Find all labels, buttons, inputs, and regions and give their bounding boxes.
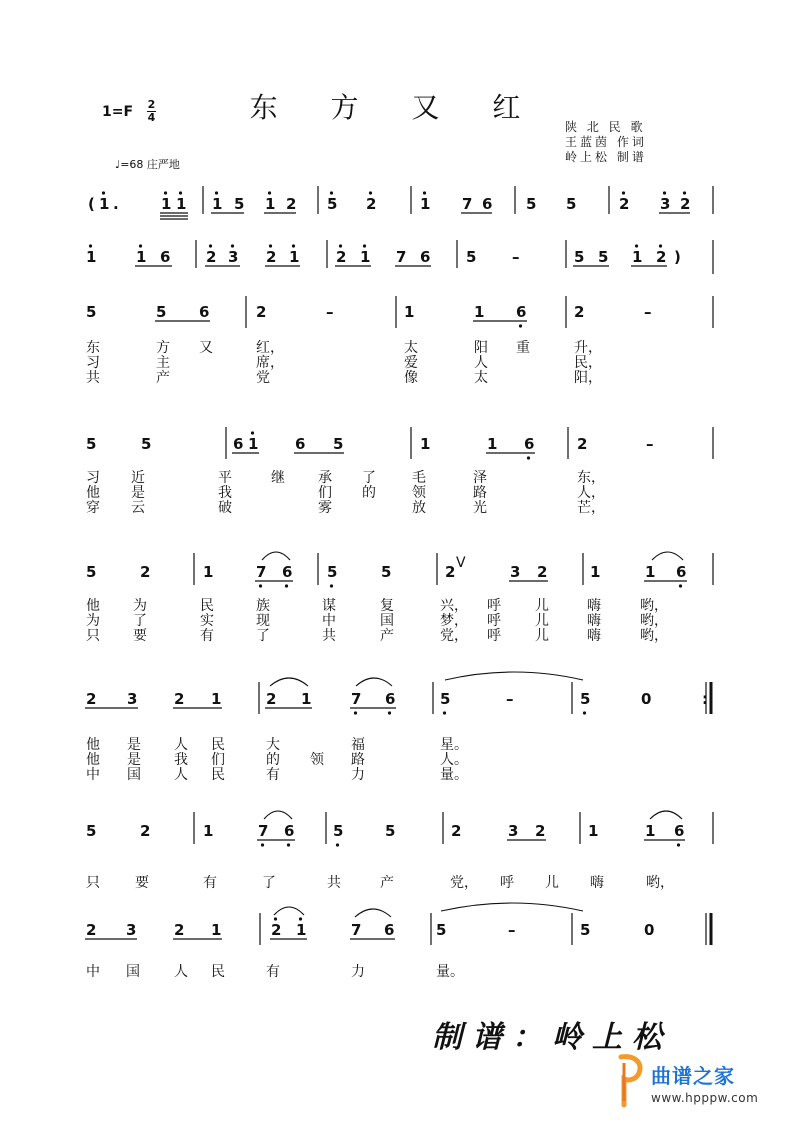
note: 2 (140, 563, 151, 581)
note: 6 (524, 435, 535, 453)
note: 7 (256, 563, 267, 581)
note: 1 (289, 248, 300, 266)
dash: – (326, 303, 334, 321)
lyric: 方 (156, 340, 170, 356)
lyric: 太 (404, 340, 418, 356)
lyric: 光 (473, 500, 487, 516)
slur (356, 678, 392, 686)
note: 1 (420, 195, 431, 213)
note-low-dot (285, 584, 288, 587)
lyric: 呼 (500, 875, 514, 891)
note: 2 (206, 248, 217, 266)
note: 1 (420, 435, 431, 453)
note-low-dot (677, 843, 680, 846)
lyric: 呼 (487, 613, 501, 629)
credit-source: 陕 北 民 歌 (565, 120, 646, 134)
credit-lyricist: 王蓝茵 作词 (565, 135, 647, 149)
slur (652, 552, 683, 560)
note-high-dot (299, 917, 302, 920)
note: 6 (420, 248, 431, 266)
note: 1 (645, 563, 656, 581)
lyric: 了 (262, 875, 276, 891)
lyric: 人， (577, 485, 605, 501)
lyric: 族 (256, 598, 270, 614)
note: 2 (140, 822, 151, 840)
note: 6 (295, 435, 306, 453)
note: 3 (126, 921, 137, 939)
note: 5 (141, 435, 152, 453)
note: 6 (674, 822, 685, 840)
lyric: 放 (412, 500, 426, 516)
note: 3 (228, 248, 239, 266)
note: 6 (160, 248, 171, 266)
lyric: 力 (351, 964, 365, 980)
lyric: 为 (133, 598, 147, 614)
note-high-dot (139, 244, 142, 247)
lyric: 量。 (436, 964, 464, 980)
lyric: 实 (200, 613, 214, 629)
note-low-dot (287, 843, 290, 846)
lyric: 国 (127, 767, 141, 783)
note: 1 (136, 248, 147, 266)
note: 5 (327, 563, 338, 581)
tie (445, 672, 583, 680)
lyric: 要 (135, 875, 149, 891)
lyric: 产 (380, 628, 394, 644)
lyric: 星。 (440, 737, 468, 753)
note: 1 (588, 822, 599, 840)
lyric: 儿 (535, 628, 549, 644)
lyric: 人 (174, 964, 188, 980)
lyric: 平 (218, 470, 232, 486)
lyric: 民 (200, 598, 214, 614)
lyric: 习 (86, 355, 100, 371)
lyric: 梦， (440, 613, 468, 629)
lyric: 有 (266, 767, 280, 783)
lyric: 产 (380, 875, 394, 891)
note: 7 (351, 921, 362, 939)
lyric: 党 (256, 370, 270, 386)
note-low-dot (583, 711, 586, 714)
slur (355, 909, 391, 917)
lyric: 民 (211, 767, 225, 783)
lyric: 他 (86, 737, 100, 753)
lyric: 共 (327, 875, 341, 891)
lyric: 继 (271, 470, 285, 486)
lyric: 了 (362, 470, 376, 486)
lyric: 有 (266, 964, 280, 980)
meter-top: 2 (147, 98, 156, 111)
lyric: 东 (86, 340, 100, 356)
lyric: 为 (86, 613, 100, 629)
lyric: 升， (574, 340, 602, 356)
note: 1 (404, 303, 415, 321)
lyric: 破 (218, 500, 232, 516)
lyric: 哟， (640, 613, 668, 629)
note: 3 (660, 195, 671, 213)
note: 5 (466, 248, 477, 266)
lyric: 领 (412, 485, 426, 501)
lyric: 儿 (535, 613, 549, 629)
note: 1 (360, 248, 371, 266)
paren-close: ) (674, 248, 681, 266)
note: 1 (86, 248, 97, 266)
note: 6 (199, 303, 210, 321)
note-high-dot (339, 244, 342, 247)
note: 2 (86, 921, 97, 939)
credit-arranger: 岭上松 制谱 (565, 150, 647, 164)
note: 1 (176, 195, 187, 213)
note: 5 (580, 690, 591, 708)
note-high-dot (179, 191, 182, 194)
site-logo[interactable] (615, 1053, 785, 1115)
lyric: 人 (174, 737, 188, 753)
note: 5 (436, 921, 447, 939)
lyric: 现 (256, 613, 270, 629)
lyric: 阳， (574, 370, 602, 386)
note: 2 (535, 822, 546, 840)
lyric: 是 (127, 737, 141, 753)
note: 6 (282, 563, 293, 581)
note: 5 (566, 195, 577, 213)
meter-bottom: 4 (147, 111, 156, 124)
lyric: 产 (156, 370, 170, 386)
note: 2 (656, 248, 667, 266)
slur (650, 811, 682, 819)
note-high-dot (269, 244, 272, 247)
lyric: 是 (127, 752, 141, 768)
note: 1 (203, 563, 214, 581)
lyric: 了 (133, 613, 147, 629)
lyric: 儿 (545, 875, 559, 891)
note-low-dot (259, 584, 262, 587)
note: 5 (86, 435, 97, 453)
lyric: 哟， (640, 628, 668, 644)
note: 5 (156, 303, 167, 321)
note-high-dot (231, 244, 234, 247)
note-high-dot (164, 191, 167, 194)
paren-open: ( (88, 195, 95, 213)
note-high-dot (89, 244, 92, 247)
lyric: 国 (126, 964, 140, 980)
note: 5 (580, 921, 591, 939)
lyric: 只 (86, 875, 100, 891)
note-high-dot (369, 191, 372, 194)
lyric: 兴， (440, 598, 468, 614)
lyric: 他 (86, 598, 100, 614)
lyric: 红， (256, 340, 284, 356)
lyric: 量。 (440, 767, 468, 783)
lyric: 了 (256, 628, 270, 644)
note: 2 (577, 435, 588, 453)
lyric: 们 (211, 752, 225, 768)
note-low-dot (336, 843, 339, 846)
note-low-dot (443, 711, 446, 714)
lyric: 共 (86, 370, 100, 386)
slur (262, 552, 290, 560)
note-high-dot (683, 191, 686, 194)
note-high-dot (423, 191, 426, 194)
note: 1 (265, 195, 276, 213)
note: 3 (508, 822, 519, 840)
lyric: 的 (362, 485, 376, 501)
lyric: 复 (380, 598, 394, 614)
site-url[interactable]: www.hpppw.com (651, 1091, 759, 1105)
note: 6 (385, 690, 396, 708)
note: 2 (86, 690, 97, 708)
breath-mark: V (456, 555, 466, 571)
note-high-dot (663, 191, 666, 194)
lyric: 他 (86, 752, 100, 768)
lyric: 习 (86, 470, 100, 486)
note: 7 (258, 822, 269, 840)
lyric: 大 (266, 737, 280, 753)
note: 1 (99, 195, 110, 213)
lyric: 芒， (577, 500, 605, 516)
note-high-dot (622, 191, 625, 194)
note: 2 (174, 690, 185, 708)
lyric: 谋 (322, 598, 336, 614)
note-high-dot (251, 431, 254, 434)
lyric: 东， (577, 470, 605, 486)
note: 2 (336, 248, 347, 266)
lyric: 哟， (640, 598, 668, 614)
note-low-dot (388, 711, 391, 714)
dash: – (508, 921, 516, 939)
note-high-dot (635, 244, 638, 247)
lyric: 我 (218, 485, 232, 501)
note-low-dot (354, 711, 357, 714)
arranger-signature: 制谱：岭上松 (432, 1020, 672, 1055)
note: 1 (487, 435, 498, 453)
tie (441, 903, 583, 911)
lyric: 呼 (487, 628, 501, 644)
lyric: 民 (211, 737, 225, 753)
lyric: 席， (256, 355, 284, 371)
note-high-dot (268, 191, 271, 194)
note: 2 (619, 195, 630, 213)
lyric: 嗨 (587, 628, 601, 644)
note: 1 (212, 195, 223, 213)
note: 6 (233, 435, 244, 453)
key-signature: 1=F (102, 104, 134, 120)
lyric: 的 (266, 752, 280, 768)
lyric: 嗨 (590, 875, 604, 891)
lyric: 只 (86, 628, 100, 644)
note: 1 (296, 921, 307, 939)
note: 2 (286, 195, 297, 213)
note: 3 (510, 563, 521, 581)
note: 5 (385, 822, 396, 840)
note: 2 (256, 303, 267, 321)
note: 5 (86, 822, 97, 840)
note: 6 (482, 195, 493, 213)
note: 0 (641, 690, 652, 708)
lyric: 领 (310, 752, 324, 768)
note: 5 (327, 195, 338, 213)
note-high-dot (102, 191, 105, 194)
note: 5 (598, 248, 609, 266)
dash: – (512, 248, 520, 266)
note: 1 (590, 563, 601, 581)
note: 2 (271, 921, 282, 939)
dash: – (506, 690, 514, 708)
note: 1 (211, 690, 222, 708)
lyric: 中 (86, 964, 100, 980)
note: 2 (537, 563, 548, 581)
lyric: 党， (440, 628, 468, 644)
lyric: 是 (131, 485, 145, 501)
lyric: 路 (473, 485, 487, 501)
dash: – (644, 303, 652, 321)
note: 5 (86, 563, 97, 581)
note: 1 (474, 303, 485, 321)
lyric: 路 (351, 752, 365, 768)
note-high-dot (215, 191, 218, 194)
note: 5 (574, 248, 585, 266)
lyric: 主 (156, 355, 170, 371)
note: 5 (333, 822, 344, 840)
dash: – (646, 435, 654, 453)
note: 2 (451, 822, 462, 840)
note: 1 (632, 248, 643, 266)
note: 2 (574, 303, 585, 321)
note: 1 (203, 822, 214, 840)
lyric: 中 (86, 767, 100, 783)
lyric: 人。 (440, 752, 468, 768)
note: 2 (680, 195, 691, 213)
note: 2 (445, 563, 456, 581)
site-name: 曲谱之家 (651, 1064, 735, 1088)
lyric: 民 (211, 964, 225, 980)
lyric: 近 (131, 470, 145, 486)
note: 5 (526, 195, 537, 213)
note: 5 (440, 690, 451, 708)
note-low-dot (679, 584, 682, 587)
note: 5 (234, 195, 245, 213)
lyric: 国 (380, 613, 394, 629)
page-title: 东 方 又 红 (249, 91, 543, 124)
lyric: 毛 (412, 470, 426, 486)
lyric: 呼 (487, 598, 501, 614)
lyric: 有 (200, 628, 214, 644)
note-high-dot (330, 191, 333, 194)
note: 7 (396, 248, 407, 266)
lyric: 民， (574, 355, 602, 371)
note: 1 (161, 195, 172, 213)
note-high-dot (209, 244, 212, 247)
note-high-dot (363, 244, 366, 247)
slur (274, 907, 304, 915)
note: 2 (366, 195, 377, 213)
lyric: 人 (474, 355, 488, 371)
note-low-dot (330, 584, 333, 587)
tempo-marking: ♩=68 庄严地 (115, 158, 180, 171)
note: 5 (86, 303, 97, 321)
lyric: 重 (516, 340, 530, 356)
note-high-dot (292, 244, 295, 247)
lyric: 中 (322, 613, 336, 629)
lyric: 党， (450, 875, 478, 891)
note: 6 (516, 303, 527, 321)
note: 6 (284, 822, 295, 840)
note-low-dot (519, 324, 522, 327)
lyric: 嗨 (587, 613, 601, 629)
note-high-dot (659, 244, 662, 247)
lyric: 雾 (318, 500, 332, 516)
lyric: 穿 (86, 500, 100, 516)
note: 2 (266, 690, 277, 708)
lyric: 泽 (473, 470, 487, 486)
note: 7 (351, 690, 362, 708)
slur (264, 811, 292, 819)
note-high-dot (274, 917, 277, 920)
lyric: 太 (474, 370, 488, 386)
lyric: 要 (133, 628, 147, 644)
dot-augment: . (113, 195, 119, 213)
lyric: 共 (322, 628, 336, 644)
note: 5 (381, 563, 392, 581)
repeat-dots: : (702, 690, 708, 708)
lyric: 又 (199, 340, 213, 356)
lyric: 儿 (535, 598, 549, 614)
note: 3 (127, 690, 138, 708)
lyric: 爱 (404, 355, 418, 371)
lyric: 像 (404, 370, 418, 386)
note: 1 (248, 435, 259, 453)
lyric: 力 (351, 767, 365, 783)
note: 0 (644, 921, 655, 939)
lyric: 哟， (646, 875, 674, 891)
note: 2 (174, 921, 185, 939)
lyric: 们 (318, 485, 332, 501)
note: 5 (333, 435, 344, 453)
lyric: 他 (86, 485, 100, 501)
note: 6 (676, 563, 687, 581)
lyric: 阳 (474, 340, 488, 356)
lyric: 我 (174, 752, 188, 768)
lyric: 承 (318, 470, 332, 486)
note-low-dot (261, 843, 264, 846)
lyric: 嗨 (587, 598, 601, 614)
lyric: 有 (203, 875, 217, 891)
note: 1 (301, 690, 312, 708)
music-note-logo-icon (615, 1053, 645, 1109)
note: 2 (266, 248, 277, 266)
note: 6 (384, 921, 395, 939)
lyric: 人 (174, 767, 188, 783)
note: 1 (645, 822, 656, 840)
note: 7 (462, 195, 473, 213)
lyric: 福 (351, 737, 365, 753)
note: 1 (211, 921, 222, 939)
note-low-dot (527, 456, 530, 459)
slur (270, 678, 308, 686)
lyric: 云 (131, 500, 145, 516)
